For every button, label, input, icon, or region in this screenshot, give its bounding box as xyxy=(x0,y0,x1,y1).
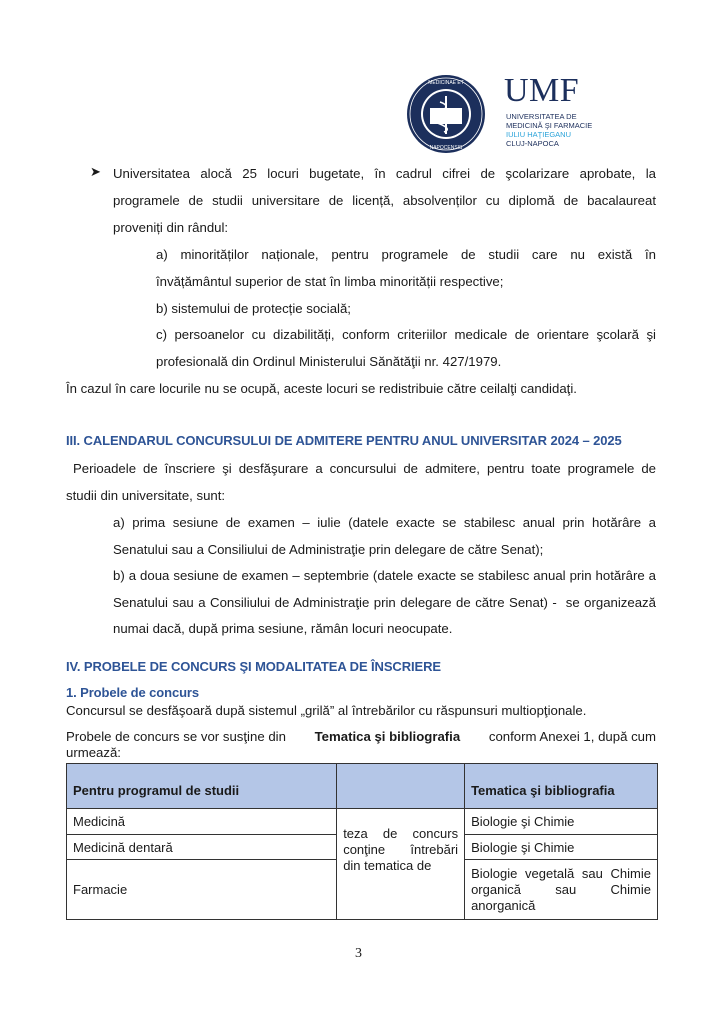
cell-line xyxy=(471,866,651,882)
paragraph-line: Perioadele de înscriere şi desfăşurare a concursului de admitere, pentru toate programele de xyxy=(66,461,656,476)
word: conţine xyxy=(343,842,386,857)
list-item-line: a) prima sesiune de examen – iulie (datele exacte se stabilesc anual prin hotărâre a xyxy=(113,515,656,530)
list-item-line: Senatului sau a Consiliului de Administraţie prin delegare de către Senat); xyxy=(113,542,544,557)
word: organică xyxy=(471,881,521,897)
paragraph-line: proveniți din rândul: xyxy=(113,220,229,235)
paragraph-line xyxy=(66,729,656,745)
topics-cell: Biologie şi Chimie xyxy=(465,809,658,835)
word: vegetală xyxy=(525,865,575,881)
word: Biologie xyxy=(471,865,518,881)
table-header-cell: Pentru programul de studii xyxy=(67,764,337,809)
section-heading: IV. PROBELE DE CONCURS ŞI MODALITATEA DE ÎNSCRIERE xyxy=(66,659,441,674)
topics-cell xyxy=(465,860,658,920)
paragraph-line: urmează: xyxy=(66,745,121,760)
list-item-line: numai dacă, după prima sesiune, rămân locuri neocupate. xyxy=(113,621,453,636)
program-cell: Farmacie xyxy=(67,860,337,920)
table-header-cell xyxy=(337,764,465,809)
paragraph-line: Universitatea alocă 25 locuri bugetate, în cadrul cifrei de şcolarizare aprobate, la xyxy=(113,166,656,181)
cell-line: anorganică xyxy=(471,897,536,913)
logo-line: MEDICINĂ ŞI FARMACIE xyxy=(506,121,593,130)
cell-line xyxy=(471,882,651,898)
closing-paragraph: În cazul în care locurile nu se ocupă, aceste locuri se redistribuie către ceilalţi candidaţi. xyxy=(66,381,577,396)
study-programs-table xyxy=(66,763,658,920)
cell-line xyxy=(343,826,458,842)
section-heading: III. CALENDARUL CONCURSULUI DE ADMITERE PENTRU ANUL UNIVERSITAR 2024 – 2025 xyxy=(66,433,622,448)
svg-text:MEDICINAE ET: MEDICINAE ET xyxy=(428,80,464,86)
text-fragment: Probele de concurs se vor susţine din xyxy=(66,729,286,744)
word: concurs xyxy=(412,826,459,841)
list-item-line: învățământul superior de stat în limba minorității respective; xyxy=(156,274,504,289)
list-item-line: b) sistemului de protecție socială; xyxy=(156,301,351,316)
logo-line: IULIU HAŢIEGANU xyxy=(506,130,572,139)
table-row xyxy=(67,809,658,835)
list-item-line: a) minorităților naționale, pentru programele de studii care nu există în xyxy=(156,247,656,262)
paragraph: Concursul se desfăşoară după sistemul „grilă” al întrebărilor cu răspunsuri multiopţionale. xyxy=(66,703,587,718)
university-logo xyxy=(406,74,606,158)
word: sau xyxy=(581,865,603,881)
word: sau xyxy=(555,881,577,897)
logo-line: CLUJ-NAPOCA xyxy=(506,139,559,148)
page-number: 3 xyxy=(355,946,362,961)
program-cell: Medicină dentară xyxy=(67,835,337,860)
word: teza xyxy=(343,826,368,841)
table-header-row xyxy=(67,764,658,809)
logo-line: UNIVERSITATEA DE xyxy=(506,112,577,121)
svg-text:NAPOCENSIS: NAPOCENSIS xyxy=(429,145,463,151)
program-cell: Medicină xyxy=(67,809,337,835)
text-fragment: conform Anexei 1, după cum xyxy=(488,729,656,744)
list-item-line: profesională din Ordinul Ministerului Sănătăţii nr. 427/1979. xyxy=(156,354,502,369)
logo-title: UMF xyxy=(504,72,580,109)
exam-description-cell xyxy=(337,809,465,920)
paragraph-line: programele de studii universitare de licență, absolvenților cu diplomă de bacalaureat xyxy=(113,193,656,208)
word: Chimie xyxy=(610,881,651,897)
word: Chimie xyxy=(610,865,651,881)
cell-line xyxy=(343,842,458,858)
word: de xyxy=(382,826,398,841)
subsection-heading: 1. Probele de concurs xyxy=(66,685,200,700)
topics-cell: Biologie şi Chimie xyxy=(465,835,658,860)
bold-text: Tematica şi bibliografia xyxy=(314,729,461,744)
arrow-bullet-icon: ➤ xyxy=(90,164,101,179)
list-item-line: c) persoanelor cu dizabilități, conform criteriilor medicale de orientare şcolară şi xyxy=(156,327,656,342)
cell-line: din tematica de xyxy=(343,858,432,873)
word: întrebări xyxy=(410,842,459,857)
list-item-line: Senatului sau a Consiliului de Administraţie prin delegare de către Senat) - se organizează xyxy=(113,595,656,610)
university-seal-icon xyxy=(406,74,486,154)
list-item-line: b) a doua sesiune de examen – septembrie (datele exacte se stabilesc anual prin hotărâre a xyxy=(113,568,656,583)
paragraph-line: studii din universitate, sunt: xyxy=(66,488,226,503)
table-header-cell: Tematica şi bibliografia xyxy=(465,764,658,809)
